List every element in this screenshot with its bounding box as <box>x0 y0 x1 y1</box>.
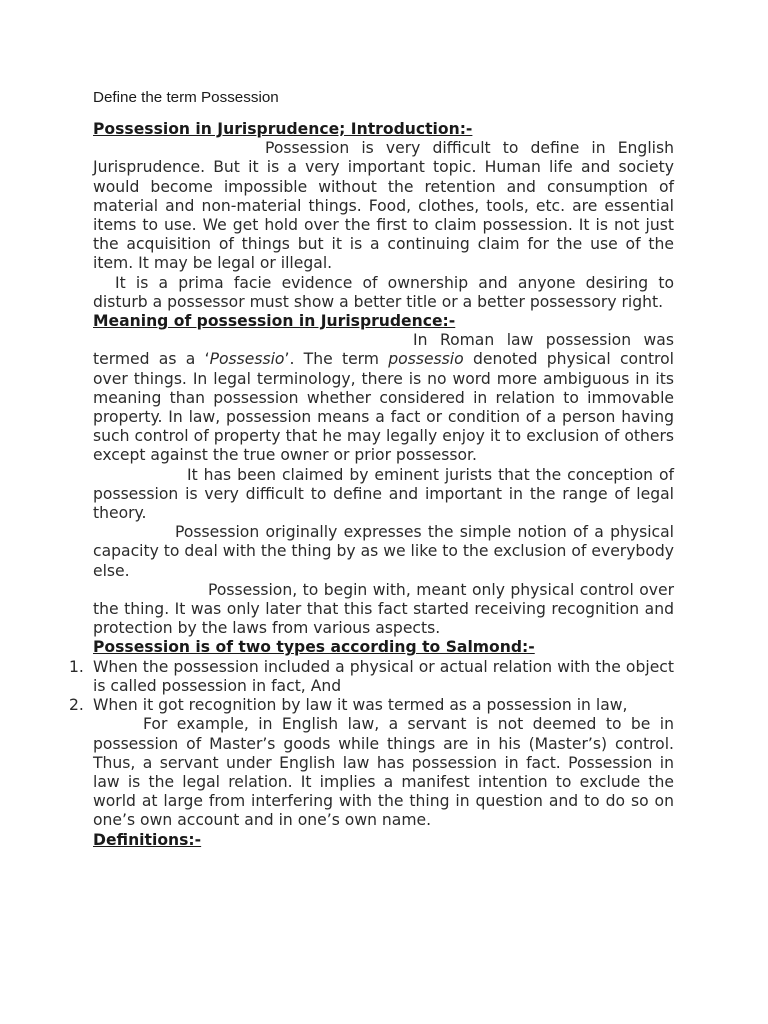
meaning-p1-part-c: denoted physical control over things. In legal terminology, there is no word more ambiguous in its meaning than possession whether considered in relation to immovable property. In law, possession means a fact or condition of a person having such control of property that he may legally enjoy it to exclusion of others except against the true owner or prior possessor. <box>93 350 675 465</box>
meaning-heading: Meaning of possession in Jurisprudence:- <box>93 312 456 331</box>
meaning-paragraph-1 <box>93 331 674 465</box>
definitions-heading: Definitions:- <box>93 830 202 849</box>
meaning-paragraph-4: Possession, to begin with, meant only physical control over the thing. It was only later that this fact started receiving recognition and protection by the laws from various aspects. <box>93 580 674 638</box>
types-list <box>69 657 674 716</box>
meaning-p1-part-b: ’. The term <box>284 350 389 369</box>
meaning-p1-part-a: In Roman law possession was termed as a ‘ <box>93 331 674 369</box>
document-title: Define the term Possession <box>93 89 279 106</box>
meaning-paragraph-2: It has been claimed by eminent jurists that the conception of possession is very difficult to define and important in the range of legal theory. <box>93 465 674 523</box>
intro-paragraph-1: Possession is very difficult to define in English Jurisprudence. But it is a very important topic. Human life and society would become impossible without the retention and consumption of material and non-material things. Food, clothes, tools, etc. are essential items to use. We get hold over the first to claim possession. It is not just the acquisition of things but it is a continuing claim for the use of the item. It may be legal or illegal. <box>93 139 674 273</box>
list-item-text: When the possession included a physical or actual relation with the object is called possession in fact, And <box>93 657 674 695</box>
types-example-paragraph: For example, in English law, a servant is not deemed to be in possession of Master’s goods while things are in his (Master’s) control. Thus, a servant under English law has possession in fact. Possession in law is the legal relation. It implies a manifest intention to exclude the world at large from interfering with the thing in question and to do so on one’s own account and in one’s own name. <box>93 715 674 830</box>
intro-heading: Possession in Jurisprudence; Introduction:- <box>93 120 473 138</box>
intro-paragraph-2: It is a prima facie evidence of ownership and anyone desiring to disturb a possessor must show a better title or a better possessory right. <box>93 273 674 311</box>
list-item-number: 2. <box>69 696 84 715</box>
types-heading: Possession is of two types according to Salmond:- <box>93 638 535 657</box>
list-item <box>69 657 674 696</box>
document-page <box>69 88 675 850</box>
list-item <box>69 696 674 715</box>
list-item-text: When it got recognition by law it was termed as a possession in law, <box>93 696 628 715</box>
meaning-paragraph-3: Possession originally expresses the simple notion of a physical capacity to deal with the thing by as we like to the exclusion of everybody else. <box>93 523 674 580</box>
list-item-number: 1. <box>69 657 84 676</box>
meaning-p1-term-2: possessio <box>388 350 464 369</box>
meaning-p1-term-1: Possessio <box>209 350 285 369</box>
